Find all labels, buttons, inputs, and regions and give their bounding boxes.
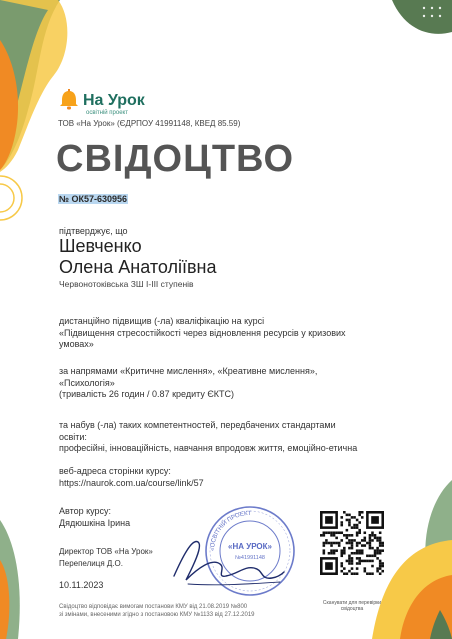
- qr-module: [348, 514, 351, 517]
- qr-module: [323, 544, 326, 547]
- qr-module: [379, 560, 382, 563]
- qr-module: [371, 547, 374, 550]
- qr-module: [340, 565, 343, 568]
- director-label: Директор ТОВ «На Урок»: [59, 547, 153, 556]
- qr-module: [376, 557, 379, 560]
- qr-module: [369, 542, 372, 545]
- qr-module: [356, 526, 359, 529]
- qr-module: [376, 567, 379, 570]
- qr-module: [366, 572, 369, 575]
- qr-module: [361, 511, 364, 514]
- qr-module: [346, 534, 349, 537]
- qr-module: [358, 562, 361, 565]
- qr-module: [346, 542, 349, 545]
- qr-module: [348, 570, 351, 573]
- qr-module: [348, 524, 351, 527]
- qr-module: [356, 549, 359, 552]
- qr-module: [364, 544, 367, 547]
- qr-module: [356, 542, 359, 545]
- qr-module: [358, 531, 361, 534]
- qr-module: [379, 539, 382, 542]
- qr-module: [348, 557, 351, 560]
- qr-module: [348, 560, 351, 563]
- qr-module: [371, 531, 374, 534]
- qr-module: [325, 562, 333, 570]
- qr-module: [374, 555, 377, 558]
- stamp-center-text: «НА УРОК»: [228, 542, 272, 551]
- recipient-first-name: Олена Анатоліївна: [59, 257, 217, 277]
- qr-module: [371, 516, 379, 524]
- qr-module: [356, 519, 359, 522]
- qr-module: [371, 565, 374, 568]
- qr-module: [364, 539, 367, 542]
- qr-module: [361, 560, 364, 563]
- deco-ring-inner: [0, 184, 14, 212]
- qr-module: [343, 572, 346, 575]
- qr-module: [379, 572, 382, 575]
- web-block: [59, 466, 409, 489]
- qr-module: [358, 511, 361, 514]
- qr-module: [351, 544, 354, 547]
- qr-module: [369, 572, 372, 575]
- organization-line: ТОВ «На Урок» (ЄДРПОУ 41991148, КВЕД 85.59): [58, 119, 241, 128]
- qr-module: [358, 560, 361, 563]
- qr-module: [325, 516, 333, 524]
- author-label: Автор курсу:: [59, 506, 112, 516]
- qr-module: [379, 565, 382, 568]
- confirms-text: підтверджує, що: [59, 226, 128, 236]
- director-name: Перепелиця Д.О.: [59, 558, 123, 568]
- qr-module: [346, 560, 349, 563]
- qr-module: [330, 534, 333, 537]
- qr-module: [343, 547, 346, 550]
- qr-module: [353, 526, 356, 529]
- qr-module: [343, 549, 346, 552]
- qr-module: [333, 534, 336, 537]
- qr-module: [323, 549, 326, 552]
- bell-logo-icon: [58, 89, 80, 111]
- qr-module: [364, 537, 367, 540]
- qr-module: [343, 534, 346, 537]
- qr-module: [348, 521, 351, 524]
- qr-module: [374, 537, 377, 540]
- qr-module: [371, 572, 374, 575]
- directions-line-3: (тривалість 26 годин / 0.87 кредиту ЄКТС): [59, 389, 235, 400]
- qr-module: [338, 542, 341, 545]
- qr-module: [351, 534, 354, 537]
- qr-module: [376, 539, 379, 542]
- qr-module: [369, 560, 372, 563]
- qr-module: [358, 557, 361, 560]
- qr-module: [323, 534, 326, 537]
- document-title: СВІДОЦТВО: [56, 138, 295, 180]
- qr-module: [351, 526, 354, 529]
- issue-date: 10.11.2023: [59, 580, 104, 590]
- qr-module: [333, 542, 336, 545]
- qr-module: [358, 549, 361, 552]
- qr-module: [333, 552, 336, 555]
- qr-module: [356, 567, 359, 570]
- qr-module: [348, 555, 351, 558]
- qr-module: [356, 557, 359, 560]
- deco-ring-outer: [0, 176, 22, 220]
- course-url-link[interactable]: https://naurok.com.ua/course/link/57: [59, 477, 204, 488]
- qr-module: [366, 560, 369, 563]
- qr-module: [351, 516, 354, 519]
- qr-module: [379, 549, 382, 552]
- qr-module: [381, 570, 384, 573]
- qr-module: [374, 549, 377, 552]
- qr-module: [376, 552, 379, 555]
- qr-module: [381, 565, 384, 568]
- recipient-school: Червонотоківська ЗШ І-ІІІ ступенів: [59, 279, 194, 289]
- qr-module: [361, 539, 364, 542]
- stamp-code: №41991148: [235, 555, 265, 561]
- qr-module: [364, 570, 367, 573]
- qr-module: [335, 537, 338, 540]
- qr-module: [335, 531, 338, 534]
- qr-module: [356, 531, 359, 534]
- qr-module: [330, 552, 333, 555]
- course-line-3: умовах»: [59, 339, 94, 350]
- qr-module: [346, 572, 349, 575]
- qr-module: [351, 539, 354, 542]
- qr-module: [356, 524, 359, 527]
- qr-module: [346, 514, 349, 517]
- stamp-outer-text: «ОСВІТНІЙ ПРОЕКТ: [209, 510, 252, 552]
- qr-module: [371, 560, 374, 563]
- qr-code[interactable]: [320, 511, 384, 596]
- qr-module: [381, 544, 384, 547]
- qr-module: [369, 537, 372, 540]
- qr-module: [340, 549, 343, 552]
- qr-code-icon: [320, 511, 384, 575]
- qr-module: [340, 531, 343, 534]
- qr-module: [379, 567, 382, 570]
- qr-module: [333, 549, 336, 552]
- qr-module: [361, 516, 364, 519]
- qr-module: [338, 544, 341, 547]
- qr-module: [351, 567, 354, 570]
- qr-module: [338, 531, 341, 534]
- qr-module: [323, 552, 326, 555]
- qr-module: [348, 539, 351, 542]
- qr-module: [364, 567, 367, 570]
- qr-module: [351, 557, 354, 560]
- qr-module: [369, 544, 372, 547]
- qr-module: [325, 542, 328, 545]
- author-name: Дядюшкіна Ірина: [59, 517, 131, 528]
- qr-module: [340, 562, 343, 565]
- qr-module: [379, 542, 382, 545]
- qr-module: [353, 539, 356, 542]
- qr-module: [361, 544, 364, 547]
- qr-module: [358, 514, 361, 517]
- signature-icon: [168, 528, 286, 590]
- footer-line-2: зі змінами, внесеними згідно з постановою КМУ №1133 від 27.12.2019: [59, 612, 255, 618]
- qr-module: [379, 552, 382, 555]
- qr-module: [340, 552, 343, 555]
- competencies-line-3: професійні, інноваційність, навчання впродовж життя, емоційно-етична: [59, 443, 358, 454]
- qr-module: [325, 531, 328, 534]
- qr-module: [358, 521, 361, 524]
- qr-module: [323, 531, 326, 534]
- qr-module: [340, 555, 343, 558]
- qr-module: [340, 521, 343, 524]
- course-block: [59, 316, 409, 351]
- qr-module: [376, 537, 379, 540]
- qr-module: [356, 562, 359, 565]
- qr-module: [330, 544, 333, 547]
- qr-module: [358, 542, 361, 545]
- competencies-block: [59, 420, 409, 455]
- qr-module: [346, 537, 349, 540]
- recipient-last-name: Шевченко: [59, 236, 142, 256]
- qr-module: [374, 534, 377, 537]
- footer-line-1: Свідоцтво відповідає вимогам постанови КМУ від 21.08.2019 №800: [59, 604, 248, 610]
- qr-module: [351, 547, 354, 550]
- qr-module: [356, 544, 359, 547]
- competencies-line-1: та набув (-ла) таких компетентностей, передбачених стандартами: [59, 420, 336, 430]
- qr-module: [343, 511, 346, 514]
- brand-name: На Урок: [83, 92, 145, 109]
- directions-block: [59, 366, 409, 401]
- qr-module: [340, 570, 343, 573]
- deco-green-top-right: [392, 0, 452, 34]
- qr-module: [328, 552, 331, 555]
- qr-module: [364, 531, 367, 534]
- qr-module: [381, 562, 384, 565]
- qr-module: [366, 542, 369, 545]
- qr-module: [353, 516, 356, 519]
- qr-module: [346, 529, 349, 532]
- qr-module: [330, 549, 333, 552]
- qr-module: [343, 567, 346, 570]
- directions-line-1: за напрямами «Критичне мислення», «Креативне мислення»,: [59, 366, 318, 376]
- qr-module: [333, 531, 336, 534]
- qr-module: [351, 552, 354, 555]
- qr-module: [356, 552, 359, 555]
- qr-module: [358, 529, 361, 532]
- qr-module: [340, 539, 343, 542]
- qr-module: [346, 519, 349, 522]
- qr-module: [369, 547, 372, 550]
- qr-module: [348, 562, 351, 565]
- qr-module: [348, 519, 351, 522]
- qr-module: [340, 516, 343, 519]
- qr-module: [353, 524, 356, 527]
- qr-module: [361, 549, 364, 552]
- brand-subtitle: освітній проект: [86, 110, 128, 116]
- qr-module: [351, 560, 354, 563]
- qr-module: [381, 542, 384, 545]
- qr-module: [328, 542, 331, 545]
- qr-module: [348, 542, 351, 545]
- qr-module: [379, 562, 382, 565]
- qr-module: [376, 547, 379, 550]
- qr-module: [358, 552, 361, 555]
- qr-module: [379, 531, 382, 534]
- qr-module: [369, 534, 372, 537]
- qr-module: [353, 552, 356, 555]
- qr-module: [351, 542, 354, 545]
- qr-module: [320, 534, 323, 537]
- qr-module: [351, 562, 354, 565]
- qr-module: [356, 534, 359, 537]
- qr-module: [353, 572, 356, 575]
- qr-module: [369, 555, 372, 558]
- qr-caption: Сканувати для перевірки свідоцтва: [322, 600, 382, 612]
- web-label: веб-адреса сторінки курсу:: [59, 466, 171, 476]
- qr-module: [374, 552, 377, 555]
- qr-module: [376, 570, 379, 573]
- qr-module: [325, 539, 328, 542]
- qr-module: [369, 539, 372, 542]
- footer-note: [59, 603, 359, 619]
- qr-module: [371, 555, 374, 558]
- qr-module: [343, 552, 346, 555]
- qr-module: [328, 531, 331, 534]
- qr-module: [330, 542, 333, 545]
- qr-module: [371, 534, 374, 537]
- qr-module: [381, 549, 384, 552]
- qr-module: [364, 560, 367, 563]
- course-line-2: «Підвищення стресостійкості через відновлення ресурсів у кризових: [59, 327, 346, 338]
- qr-module: [330, 531, 333, 534]
- certificate-number: № ОК57-630956: [59, 194, 128, 204]
- qr-module: [340, 524, 343, 527]
- qr-module: [376, 549, 379, 552]
- qr-module: [351, 572, 354, 575]
- competencies-line-2: освіти:: [59, 431, 87, 442]
- qr-module: [323, 542, 326, 545]
- qr-module: [371, 539, 374, 542]
- course-line-1: дистанційно підвищив (-ла) кваліфікацію на курсі: [59, 316, 265, 326]
- qr-module: [348, 534, 351, 537]
- qr-module: [348, 547, 351, 550]
- qr-module: [379, 544, 382, 547]
- qr-module: [335, 549, 338, 552]
- qr-module: [356, 572, 359, 575]
- directions-line-2: «Психологія»: [59, 377, 115, 388]
- qr-module: [361, 552, 364, 555]
- qr-module: [335, 542, 338, 545]
- qr-module: [379, 537, 382, 540]
- qr-module: [366, 555, 369, 558]
